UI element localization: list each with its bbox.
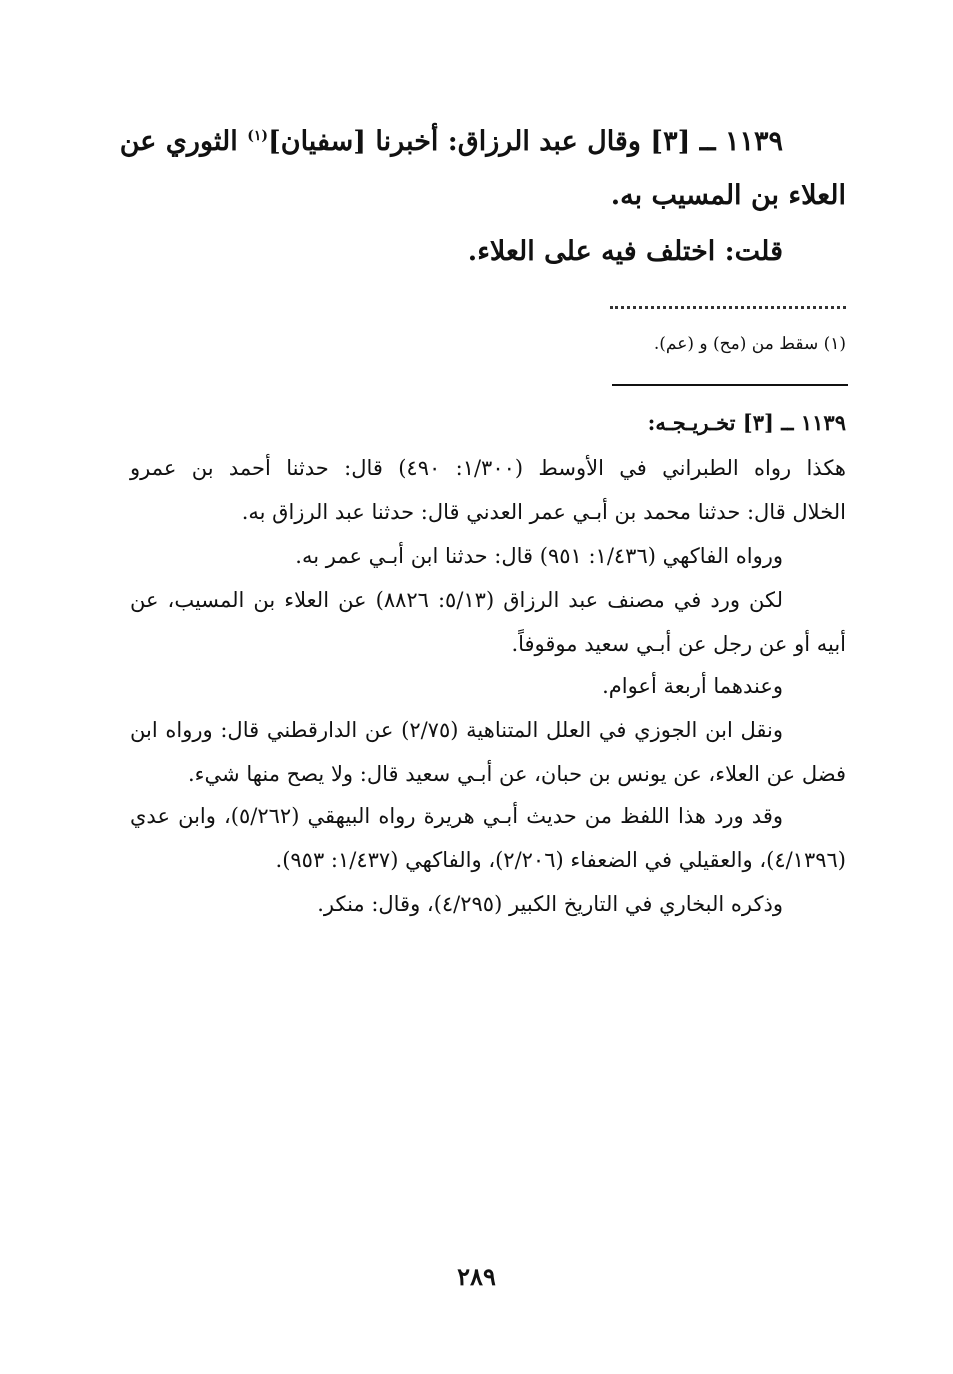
- takhrij-line-10: (٤/١٣٩٦)، والعقيلي في الضعفاء (٢/٢٠٦)، والفاكهي (١/٤٣٧: ٩٥٣).: [275, 848, 846, 872]
- takhrij-line-2: الخلال قال: حدثنا محمد بن أبـي عمر العدني قال: حدثنا عبد الرزاق به.: [241, 500, 846, 524]
- entry-text: ١١٣٩ ــ [٣] وقال عبد الرزاق: أخبرنا [سفيان]: [267, 126, 783, 157]
- entry-line-1: [119, 126, 783, 157]
- footnote-separator: [610, 306, 846, 309]
- page-number: ٢٨٩: [457, 1262, 496, 1291]
- note-line: قلت: اختلف فيه على العلاء.: [467, 236, 783, 267]
- takhrij-line-11: وذكره البخاري في التاريخ الكبير (٤/٢٩٥)، وقال: منكر.: [317, 892, 783, 916]
- takhrij-line-5: أبيه أو عن رجل عن أبـي سعيد موقوفاً.: [511, 632, 846, 656]
- entry-line-2: العلاء بن المسيب به.: [610, 180, 846, 211]
- takhrij-line-8: فضل عن العلاء، عن يونس بن حبان، عن أبـي سعيد قال: ولا يصح منها شيء.: [188, 762, 846, 786]
- takhrij-line-7: ونقل ابن الجوزي في العلل المتناهية (٢/٧٥) عن الدارقطني قال: ورواه ابن: [130, 718, 784, 742]
- footnote-1: (١) سقط من (مح) و (عم).: [653, 334, 846, 354]
- takhrij-line-3: ورواه الفاكهي (١/٤٣٦: ٩٥١) قال: حدثنا ابن أبـي عمر به.: [295, 544, 783, 568]
- takhrij-line-4: لكن ورد في مصنف عبد الرزاق (٥/١٣: ٨٨٢٦) عن العلاء بن المسيب، عن: [130, 588, 783, 612]
- takhrij-line-1: هكذا رواه الطبراني في الأوسط (١/٣٠٠: ٤٩٠) قال: حدثنا أحمد بن عمرو: [130, 456, 846, 480]
- takhrij-heading: ١١٣٩ ــ [٣] تخـريـجـه:: [647, 410, 846, 435]
- takhrij-line-9: وقد ورد هذا اللفظ من حديث أبـي هريرة رواه البيهقي (٥/٢٦٢)، وابن عدي: [130, 804, 783, 828]
- entry-text-end: الثوري عن: [119, 126, 248, 157]
- section-divider: [612, 384, 848, 386]
- footnote-marker: (١): [247, 128, 268, 144]
- takhrij-line-6: وعندهما أربعة أعوام.: [602, 674, 783, 698]
